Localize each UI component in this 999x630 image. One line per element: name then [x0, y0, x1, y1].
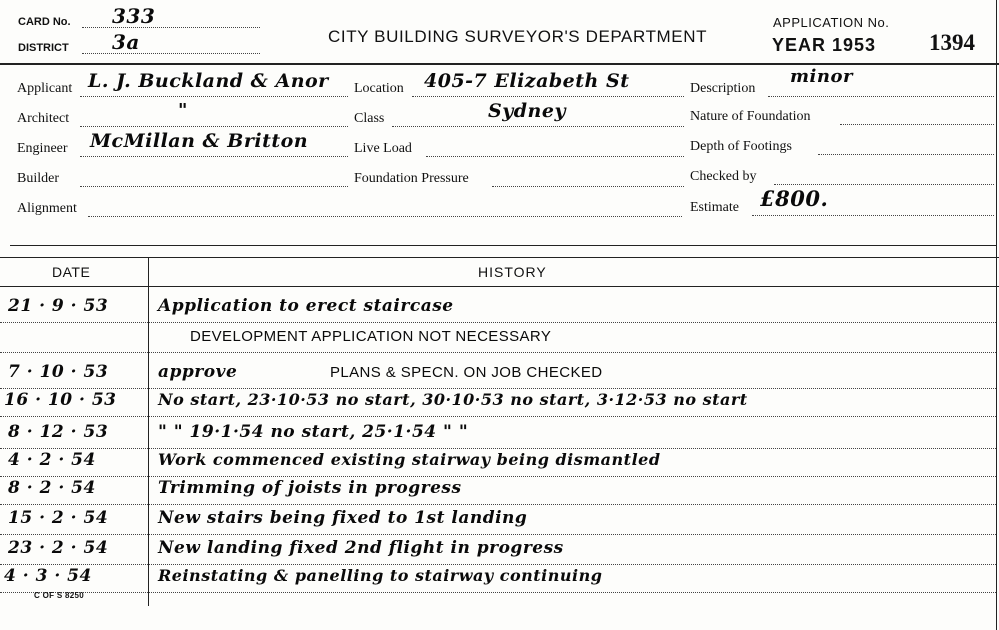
applicant-value: L. J. Buckland & Anor [88, 70, 329, 92]
date-column-divider [148, 258, 149, 606]
engineer-rule [80, 156, 348, 157]
nature-of-foundation-label: Nature of Foundation [690, 109, 811, 124]
history-text: New stairs being fixed to 1st landing [158, 508, 528, 528]
history-date: 23 · 2 · 54 [8, 538, 109, 558]
depth-of-footings-rule [818, 154, 994, 155]
history-text: Work commenced existing stairway being dismantled [158, 450, 661, 469]
history-date: 21 · 9 · 53 [8, 296, 109, 316]
history-header: HISTORY [478, 264, 547, 280]
architect-rule [80, 126, 348, 127]
description-value: minor [790, 66, 853, 87]
foundation-pressure-rule [492, 186, 684, 187]
date-header: DATE [52, 264, 91, 280]
builder-rule [80, 186, 348, 187]
live-load-label: Live Load [354, 141, 412, 156]
table-top-rule [0, 257, 999, 258]
department-title: CITY BUILDING SURVEYOR'S DEPARTMENT [328, 27, 708, 46]
live-load-rule [426, 156, 684, 157]
applicant-rule [80, 96, 348, 97]
history-text: " " 19·1·54 no start, 25·1·54 " " [158, 422, 469, 442]
district-value: 3a [112, 30, 140, 54]
history-row-rule [0, 476, 996, 477]
description-label: Description [690, 81, 756, 96]
history-date: 4 · 3 · 54 [4, 566, 92, 586]
class-label: Class [354, 111, 385, 126]
location-rule [412, 96, 684, 97]
card-no-label: CARD No. [18, 16, 71, 28]
card-no-rule [82, 27, 260, 28]
table-header-rule [0, 286, 999, 287]
history-stamp: PLANS & SPECN. ON JOB CHECKED [330, 364, 603, 381]
history-row-rule [0, 322, 996, 323]
history-date: 8 · 12 · 53 [8, 422, 109, 442]
location-value: 405-7 Elizabeth St [424, 70, 630, 92]
checked-by-label: Checked by [690, 169, 757, 184]
district-label: DISTRICT [18, 42, 69, 54]
location-label: Location [354, 81, 404, 96]
history-text: approve [158, 362, 238, 382]
history-date: 15 · 2 · 54 [8, 508, 109, 528]
header-rule [0, 63, 999, 65]
applicant-label: Applicant [17, 81, 73, 96]
year-label: YEAR 1953 [772, 35, 877, 55]
history-date: 16 · 10 · 53 [4, 390, 117, 410]
depth-of-footings-label: Depth of Footings [690, 139, 792, 154]
class-rule [392, 126, 684, 127]
history-row-rule [0, 388, 996, 389]
nature-of-foundation-rule [840, 124, 994, 125]
engineer-label: Engineer [17, 141, 68, 156]
description-rule [768, 96, 994, 97]
history-text: Application to erect staircase [158, 296, 454, 316]
checked-by-rule [774, 184, 994, 185]
architect-label: Architect [17, 111, 70, 126]
district-rule [82, 53, 260, 54]
engineer-value: McMillan & Britton [90, 130, 309, 152]
estimate-value: £800. [760, 186, 829, 211]
history-row-rule [0, 504, 996, 505]
history-stamp: DEVELOPMENT APPLICATION NOT NECESSARY [190, 328, 552, 345]
history-row-rule [0, 564, 996, 565]
class-value: Sydney [488, 100, 566, 122]
history-text: No start, 23·10·53 no start, 30·10·53 no start, 3·12·53 no start [158, 390, 748, 409]
history-row-rule [0, 534, 996, 535]
architect-value: " [178, 100, 188, 121]
application-no-label: APPLICATION No. [773, 15, 890, 30]
alignment-rule [88, 216, 682, 217]
history-date: 8 · 2 · 54 [8, 478, 96, 498]
application-number: 1394 [929, 30, 975, 55]
estimate-label: Estimate [690, 200, 739, 215]
history-date: 7 · 10 · 53 [8, 362, 109, 382]
history-row-rule [0, 448, 996, 449]
right-edge-rule [996, 0, 997, 630]
history-row-rule [0, 592, 996, 593]
history-text: Reinstating & panelling to stairway continuing [158, 566, 603, 585]
history-row-rule [0, 352, 996, 353]
fields-bottom-rule [10, 245, 996, 246]
estimate-rule [752, 215, 994, 216]
foundation-pressure-label: Foundation Pressure [354, 171, 469, 186]
history-text: New landing fixed 2nd flight in progress [158, 538, 564, 558]
form-code: C OF S 8250 [34, 591, 84, 600]
alignment-label: Alignment [17, 201, 77, 216]
history-row-rule [0, 416, 996, 417]
history-text: Trimming of joists in progress [158, 478, 462, 498]
builder-label: Builder [17, 171, 59, 186]
history-date: 4 · 2 · 54 [8, 450, 96, 470]
card-no-value: 333 [112, 4, 156, 28]
